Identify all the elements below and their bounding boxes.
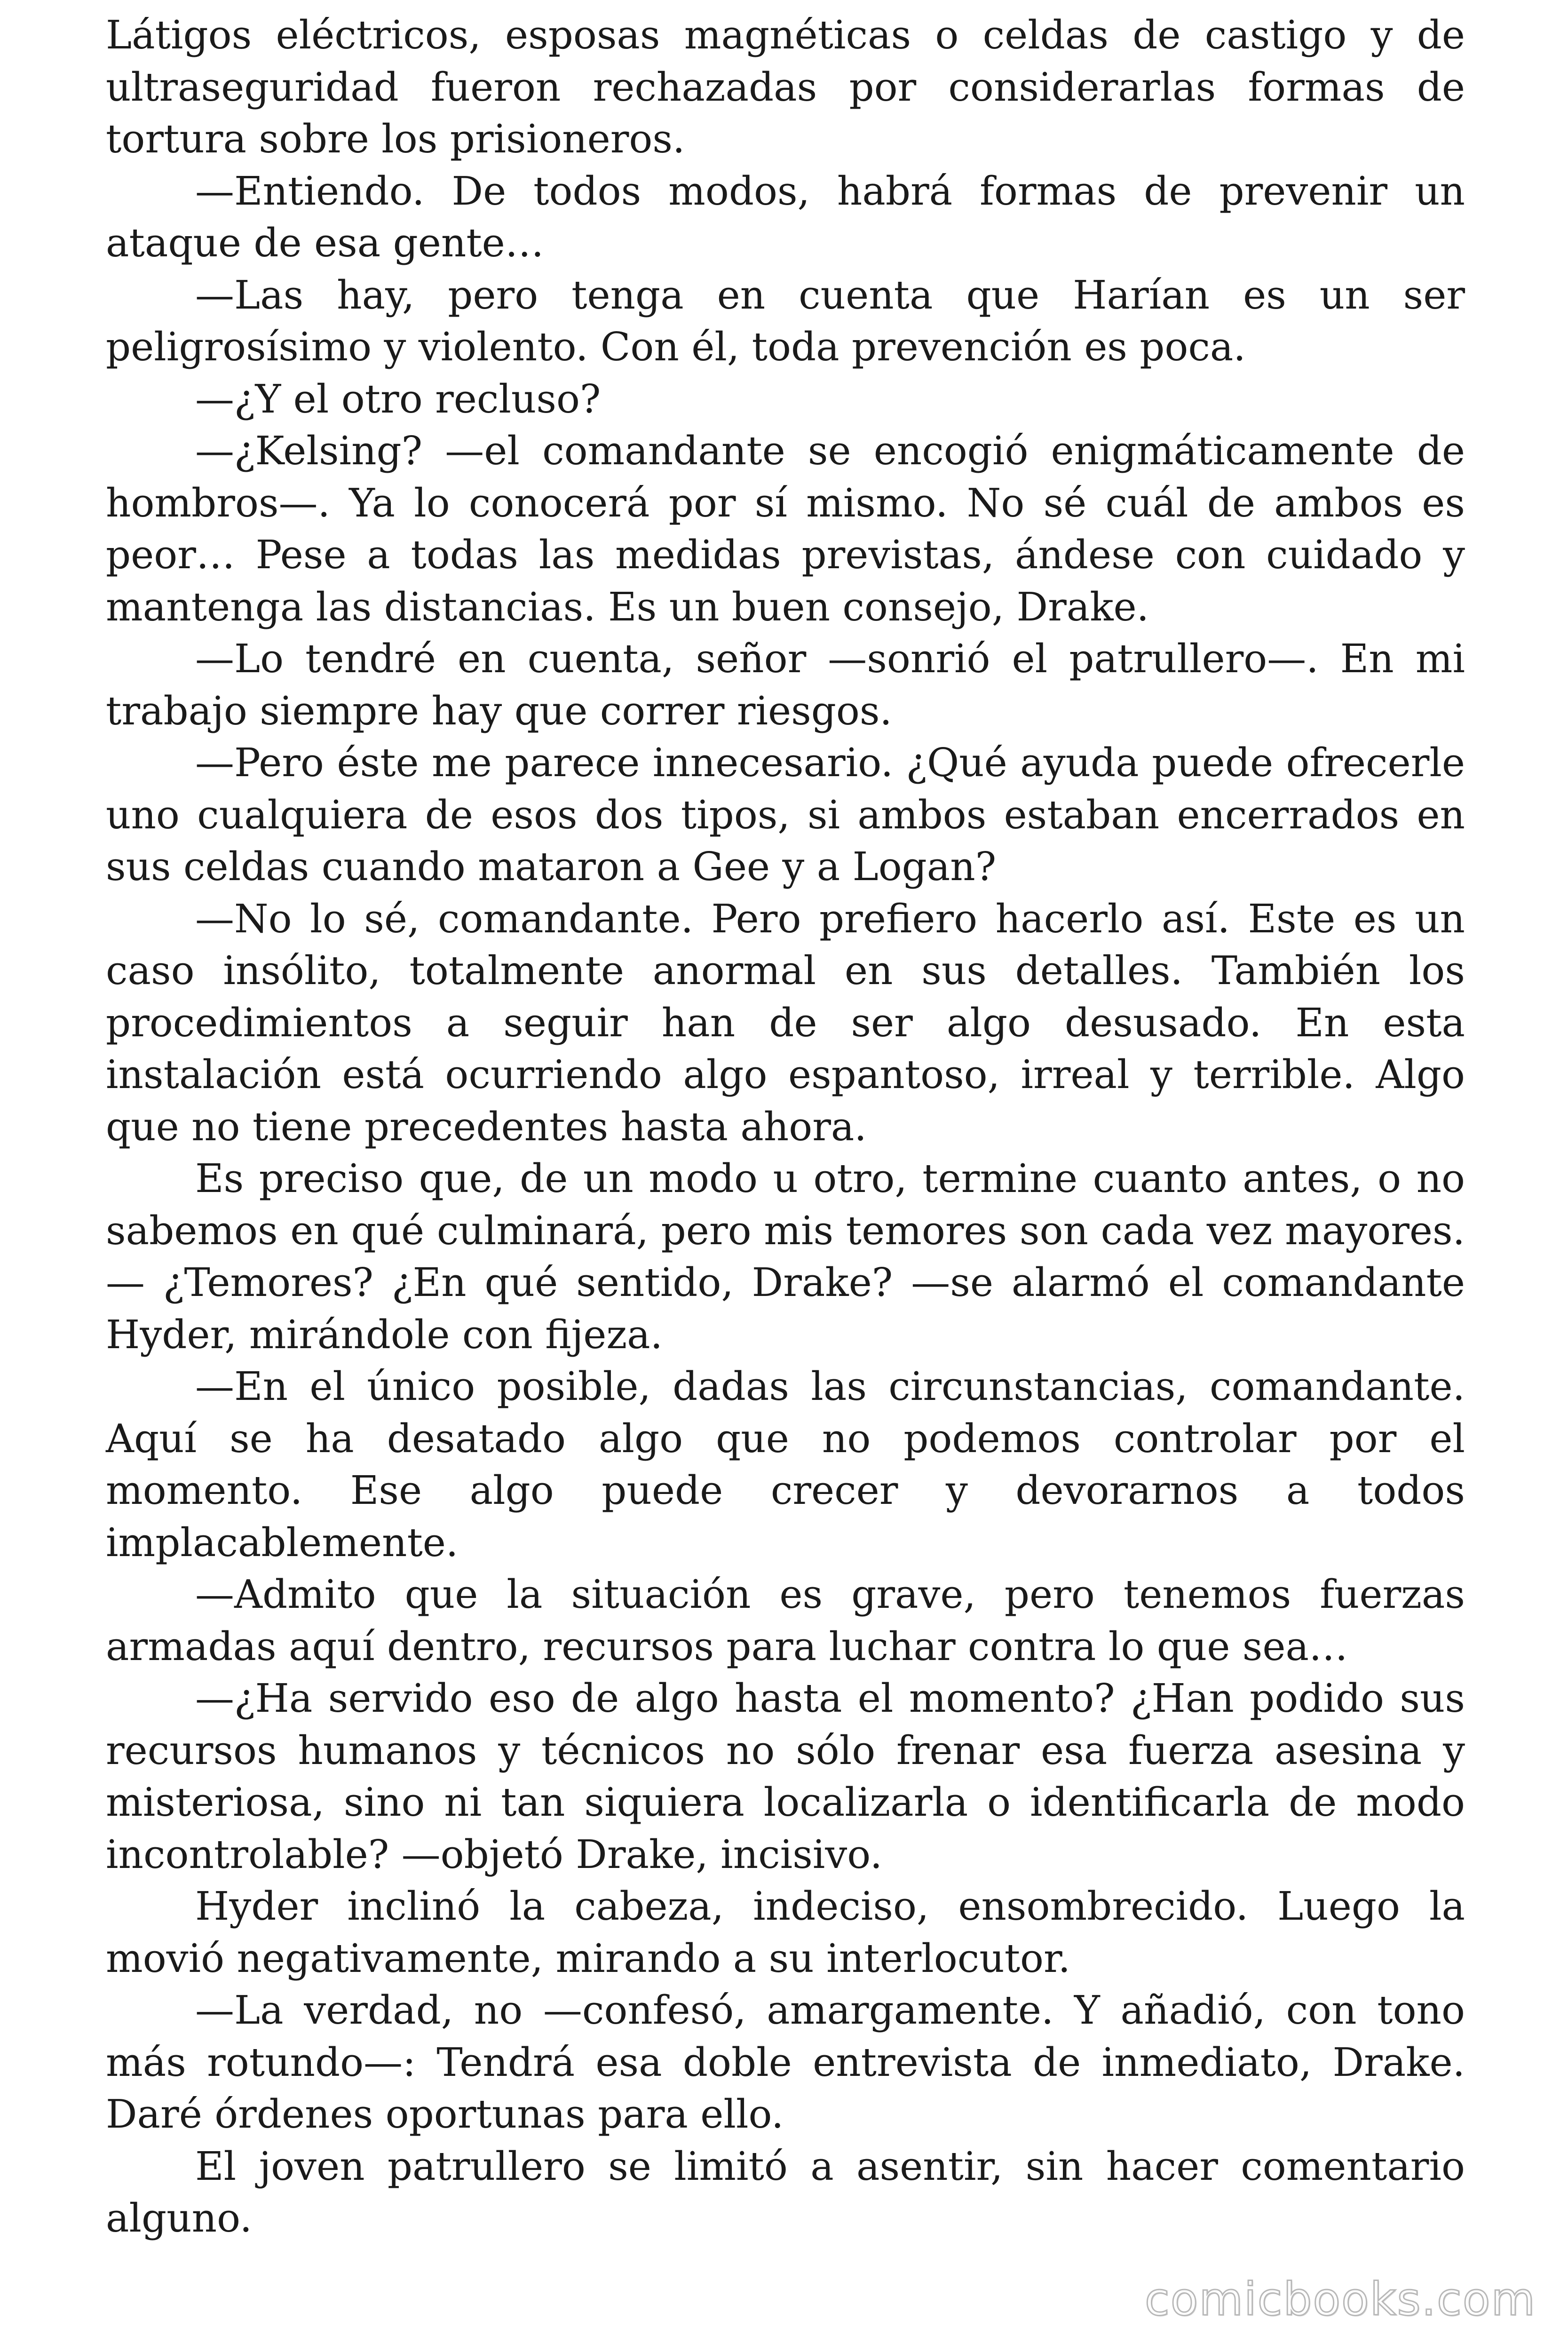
paragraph: —Entiendo. De todos modos, habrá formas de prevenir un ataque de esa gente… <box>106 168 1465 266</box>
paragraph: —Pero éste me parece innecesario. ¿Qué ayuda puede ofrecerle uno cualquiera de esos dos tipos, si ambos estaban encerrados en sus celdas cuando mataron a Gee y a Logan? <box>106 740 1465 890</box>
paragraph: Látigos eléctricos, esposas magnéticas o celdas de castigo y de ultraseguridad fueron rechazadas por considerarlas formas de tortura sobre los prisioneros. <box>106 12 1465 162</box>
paragraph: —Lo tendré en cuenta, señor —sonrió el patrullero—. En mi trabajo siempre hay que correr riesgos. <box>106 636 1465 734</box>
watermark: comicbooks.com <box>1144 2273 1536 2326</box>
paragraph: El joven patrullero se limitó a asentir, sin hacer comentario alguno. <box>106 2143 1465 2241</box>
paragraph: Es preciso que, de un modo u otro, termine cuanto antes, o no sabemos en qué culminará, pero mis temores son cada vez mayores.— ¿Temores? ¿En qué sentido, Drake? —se alarmó el comandante Hyder, mirándole con fijeza. <box>106 1156 1465 1358</box>
paragraph: —La verdad, no —confesó, amargamente. Y añadió, con tono más rotundo—: Tendrá esa doble entrevista de inmediato, Drake. Daré órdenes oportunas para ello. <box>106 1987 1465 2137</box>
paragraph: —¿Y el otro recluso? <box>195 376 601 422</box>
paragraph: —Admito que la situación es grave, pero tenemos fuerzas armadas aquí dentro, recursos para luchar contra lo que sea… <box>106 1572 1465 1669</box>
paragraph: —Las hay, pero tenga en cuenta que Harían es un ser peligrosísimo y violento. Con él, toda prevención es poca. <box>106 272 1465 370</box>
paragraph: —No lo sé, comandante. Pero prefiero hacerlo así. Este es un caso insólito, totalmente anormal en sus detalles. También los procedimientos a seguir han de ser algo desusado. En esta instalación está ocurriendo algo espantoso, irreal y terrible. Algo que no tiene precedentes hasta ahora. <box>106 896 1465 1150</box>
paragraph: —¿Ha servido eso de algo hasta el momento? ¿Han podido sus recursos humanos y técnicos no sólo frenar esa fuerza asesina y misteriosa, sino ni tan siquiera localizarla o identificarla de modo incontrolable? —objetó Drake, incisivo. <box>106 1676 1465 1877</box>
paragraph: —En el único posible, dadas las circunstancias, comandante. Aquí se ha desatado algo que no podemos controlar por el momento. Ese algo puede crecer y devorarnos a todos implacablemente. <box>106 1364 1465 1565</box>
paragraph: Hyder inclinó la cabeza, indeciso, ensombrecido. Luego la movió negativamente, mirando a su interlocutor. <box>106 1883 1465 1981</box>
paragraph: —¿Kelsing? —el comandante se encogió enigmáticamente de hombros—. Ya lo conocerá por sí mismo. No sé cuál de ambos es peor… Pese a todas las medidas previstas, ándese con cuidado y mantenga las distancias. Es un buen consejo, Drake. <box>106 428 1465 630</box>
book-page <box>106 9 1465 2245</box>
